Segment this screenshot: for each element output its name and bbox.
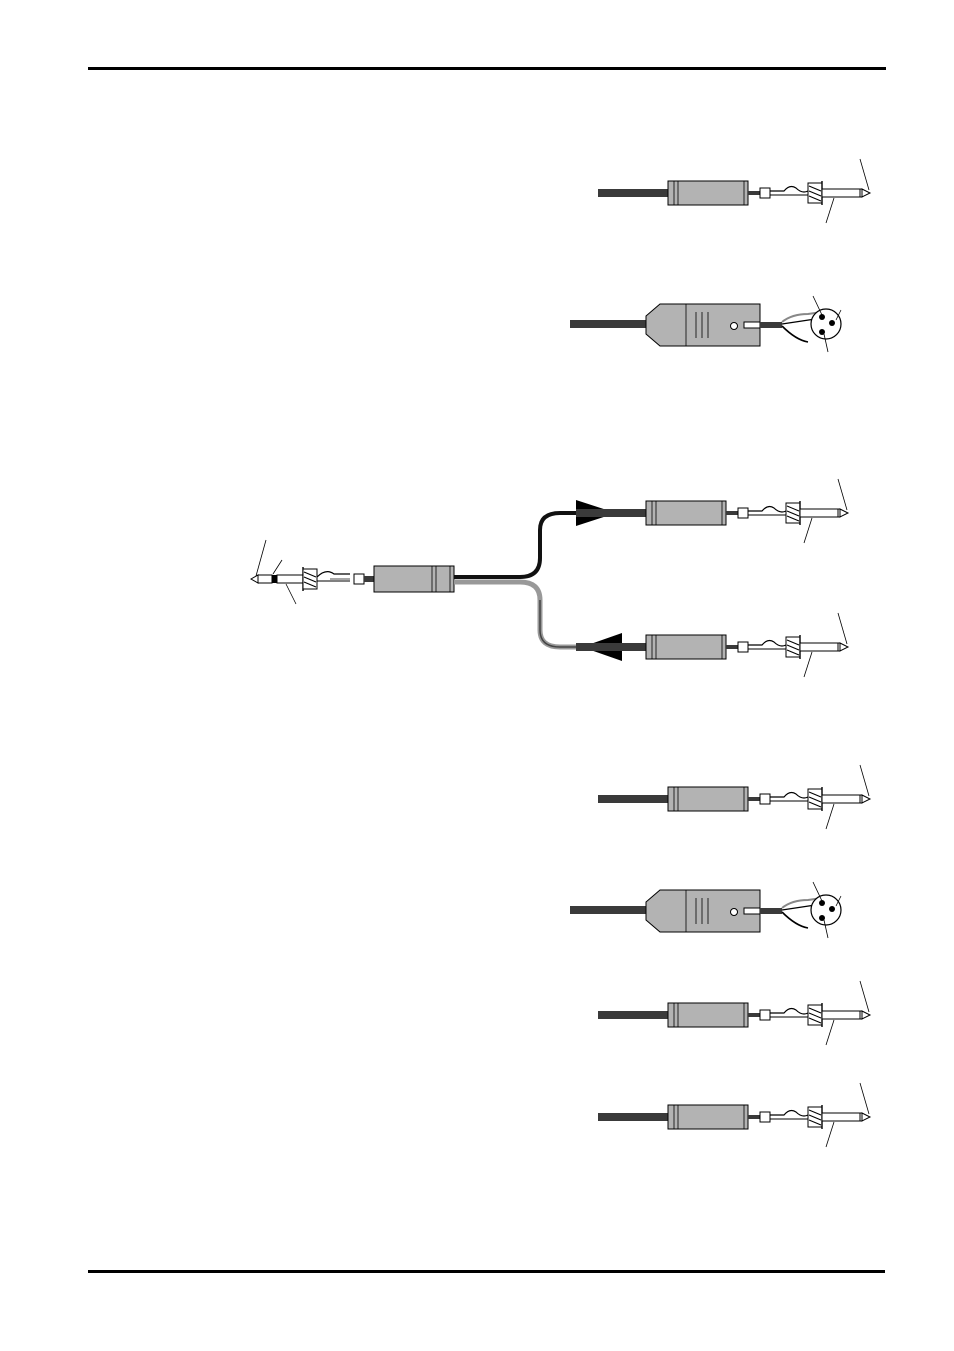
xlr-plug-1 [570, 296, 841, 352]
y-cable-phone-plug-bottom [576, 613, 848, 677]
phone-plug-4 [598, 1083, 870, 1147]
insert-y-cable [251, 500, 650, 661]
phone-plug-3 [598, 981, 870, 1045]
y-cable-phone-plug-top [576, 479, 848, 543]
stereo-phone-plug [251, 540, 374, 604]
xlr-plug-2 [570, 882, 841, 938]
phone-plug-1 [598, 159, 870, 223]
phone-plug-2 [598, 765, 870, 829]
